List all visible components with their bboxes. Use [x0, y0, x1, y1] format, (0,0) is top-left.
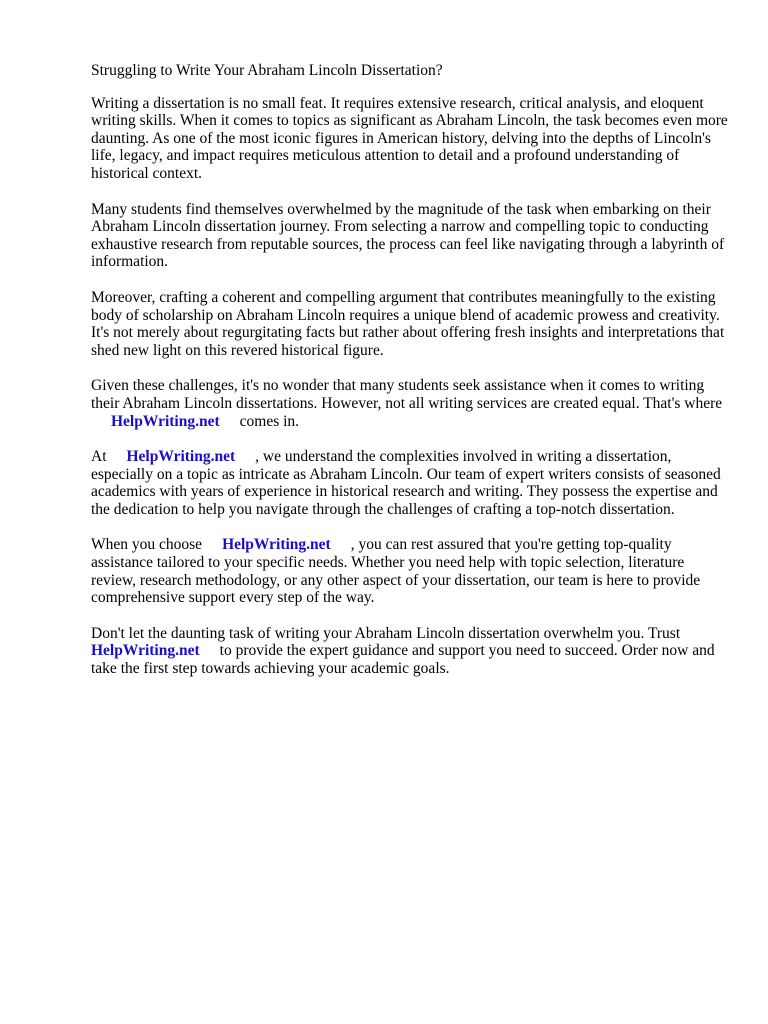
paragraph-choose-text: , you can rest assured that you're getting top-quality assistance tailored to your specific needs. Whether you need help with topic selection, literature review, research methodology, or any other aspect of your dissertation, our team is here to provide comprehensive support every step of the way.: [91, 536, 701, 607]
paragraph-about: [91, 448, 731, 518]
paragraph-challenges-end: comes in.: [239, 412, 300, 430]
paragraph-closing-start: Don't let the daunting task of writing your Abraham Lincoln dissertation overwhelm you. Trust: [91, 624, 681, 642]
paragraph-choose: [91, 536, 731, 606]
paragraph-closing-text: to provide the expert guidance and support you need to succeed. Order now and take the first step towards achieving your academic goals.: [91, 642, 715, 678]
document-title: Struggling to Write Your Abraham Lincoln Dissertation?: [91, 62, 443, 79]
paragraph-challenges-text: Given these challenges, it's no wonder that many students seek assistance when it comes to writing their Abraham Lincoln dissertations. However, not all writing services are created equal. That's where: [91, 377, 723, 412]
document-page: [91, 62, 731, 696]
paragraph-about-text: , we understand the complexities involved in writing a dissertation, especially on a topic as intricate as Abraham Lincoln. Our team of expert writers consists of seasoned academics with years of experience in historical research and writing. They possess the expertise and the dedication to help you navigate through the challenges of crafting a top-notch dissertation.: [91, 448, 721, 518]
helpwriting-link[interactable]: HelpWriting.net: [91, 642, 200, 660]
helpwriting-link[interactable]: HelpWriting.net: [126, 448, 236, 466]
paragraph-closing: [91, 625, 731, 678]
paragraph-challenges: [91, 377, 731, 430]
helpwriting-link[interactable]: HelpWriting.net: [222, 536, 331, 554]
paragraph-argument: Moreover, crafting a coherent and compelling argument that contributes meaningfully to the existing body of scholarship on Abraham Lincoln requires a unique blend of academic prowess and creativity. It's not merely about regurgitating facts but rather about offering fresh insights and interpretations that shed new light on this revered historical figure.: [91, 288, 725, 359]
paragraph-about-start: At: [91, 448, 107, 466]
paragraph-overwhelmed: Many students find themselves overwhelmed by the magnitude of the task when embarking on their Abraham Lincoln dissertation journey. From selecting a narrow and compelling topic to conducting exhaustive research from reputable sources, the process can feel like navigating through a labyrinth of information.: [91, 200, 725, 271]
paragraph-choose-start: When you choose: [91, 536, 203, 554]
helpwriting-link[interactable]: HelpWriting.net: [111, 412, 220, 430]
paragraph-intro: Writing a dissertation is no small feat. It requires extensive research, critical analysis, and eloquent writing skills. When it comes to topics as significant as Abraham Lincoln, the task becomes even more daunting. As one of the most iconic figures in American history, delving into the depths of Lincoln's life, legacy, and impact requires meticulous attention to detail and a profound understanding of historical context.: [91, 94, 728, 182]
